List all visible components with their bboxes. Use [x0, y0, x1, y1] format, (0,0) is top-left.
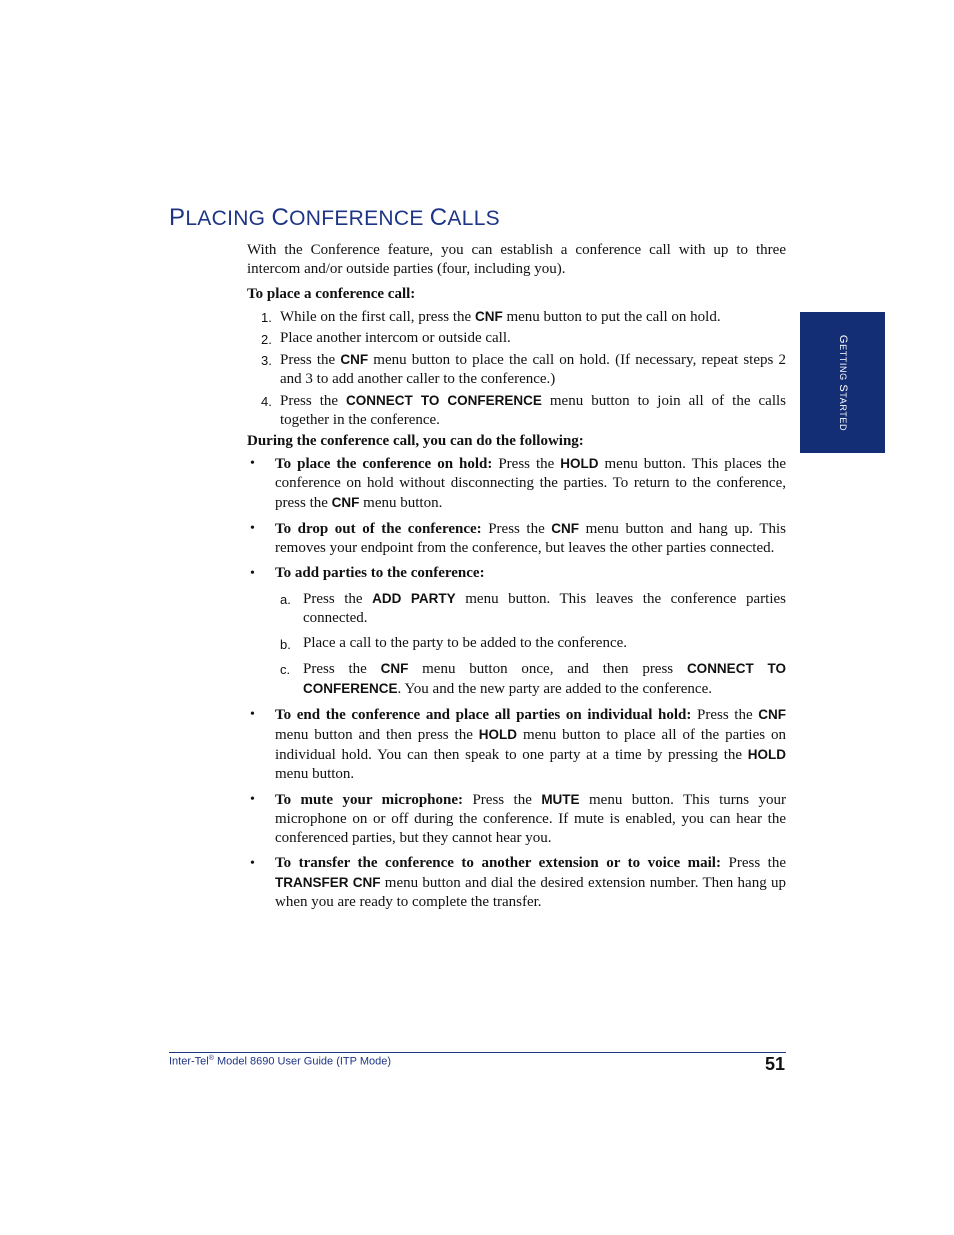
step-item: 3. Press the CNF menu button to place the call on hold. (If necessary, repeat steps 2 and 3 to add another caller to the conference.): [261, 352, 786, 387]
bullet-item-add-parties: • To add parties to the conference: a. Press the ADD PARTY menu button. This leaves the conference parties connected. b. Place a call to the party to be added to the conference. c. Press the CNF menu button once, and then press CONNECT TO CONFERENCE. You and the new party are added to the conference.: [250, 565, 786, 697]
procedure-heading: To place a conference call:: [247, 286, 416, 302]
cnf-key: CNF: [331, 495, 360, 510]
bullet-icon: •: [250, 792, 255, 807]
during-heading: During the conference call, you can do the following:: [247, 433, 584, 449]
cnf-key: CNF: [380, 661, 409, 676]
step-list: [247, 307, 786, 430]
bullet-item-end-conference: • To end the conference and place all parties on individual hold: Press the CNF menu button and then press the HOLD menu button to place all of the parties on individual hold. You can then speak to one party at a time by pressing the HOLD menu button.: [250, 707, 787, 782]
page-number: 51: [764, 1054, 785, 1074]
footer-divider: [169, 1052, 786, 1053]
section-tab-getting-started: [800, 312, 885, 453]
mute-key: MUTE: [541, 792, 580, 807]
bullet-icon: •: [250, 456, 255, 471]
bullet-item-hold: • To place the conference on hold: Press the HOLD menu button. This places the conference on hold without disconnecting the parties. To return to the conference, press the CNF menu button.: [250, 456, 786, 511]
sub-step-item: c. Press the CNF menu button once, and then press CONNECT TO CONFERENCE. You and the new party are added to the conference.: [280, 661, 786, 697]
bullet-item-transfer: • To transfer the conference to another extension or to voice mail: Press the TRANSFER CNF menu button and dial the desired extension number. Then hang up when you are ready to complete the transfer.: [250, 855, 787, 910]
bullet-icon: •: [250, 521, 255, 536]
main-content: [247, 241, 786, 918]
cnf-key: CNF: [340, 352, 369, 367]
hold-key: HOLD: [478, 727, 518, 742]
add-party-key: ADD PARTY: [372, 591, 456, 606]
connect-to-conference-key: CONNECT TO CONFERENCE: [346, 393, 542, 408]
bullet-item-drop-out: • To drop out of the conference: Press the CNF menu button and hang up. This removes your endpoint from the conference, but leaves the other parties connected.: [250, 521, 786, 556]
bullet-icon: •: [250, 566, 255, 581]
hold-key: HOLD: [560, 456, 599, 471]
page-title: PLACING CONFERENCE CALLS: [169, 204, 500, 231]
sub-step-item: a. Press the ADD PARTY menu button. This leaves the conference parties connected.: [280, 591, 786, 626]
step-item: 2. Place another intercom or outside call.: [261, 330, 511, 347]
bullet-list: [247, 454, 786, 912]
footer-title: Inter-Tel® Model 8690 User Guide (ITP Mode): [169, 1055, 392, 1068]
transfer-cnf-key: TRANSFER CNF: [275, 875, 381, 890]
step-item: 1. While on the first call, press the CNF menu button to put the call on hold.: [261, 309, 721, 325]
intro-paragraph: With the Conference feature, you can establish a conference call with up to three intercom and/or outside parties (four, including you).: [247, 242, 786, 277]
step-item: 4. Press the CONNECT TO CONFERENCE menu button to join all of the calls together in the conference.: [261, 393, 786, 428]
cnf-key: CNF: [551, 521, 580, 536]
bullet-icon: •: [250, 707, 255, 722]
cnf-key: CNF: [474, 309, 503, 324]
sub-step-list: [275, 589, 786, 699]
bullet-item-mute: • To mute your microphone: Press the MUTE menu button. This turns your microphone on or off during the conference. If mute is enabled, you can hear the conferenced parties, but they cannot hear you.: [250, 792, 787, 846]
sub-step-item: b. Place a call to the party to be added to the conference.: [280, 635, 628, 652]
section-tab-label: GETTING STARTED: [836, 334, 849, 431]
connect-to-conference-key: CONNECT TO CONFERENCE: [303, 661, 786, 696]
bullet-icon: •: [250, 856, 255, 871]
cnf-key: CNF: [758, 707, 786, 722]
hold-key: HOLD: [747, 747, 786, 762]
